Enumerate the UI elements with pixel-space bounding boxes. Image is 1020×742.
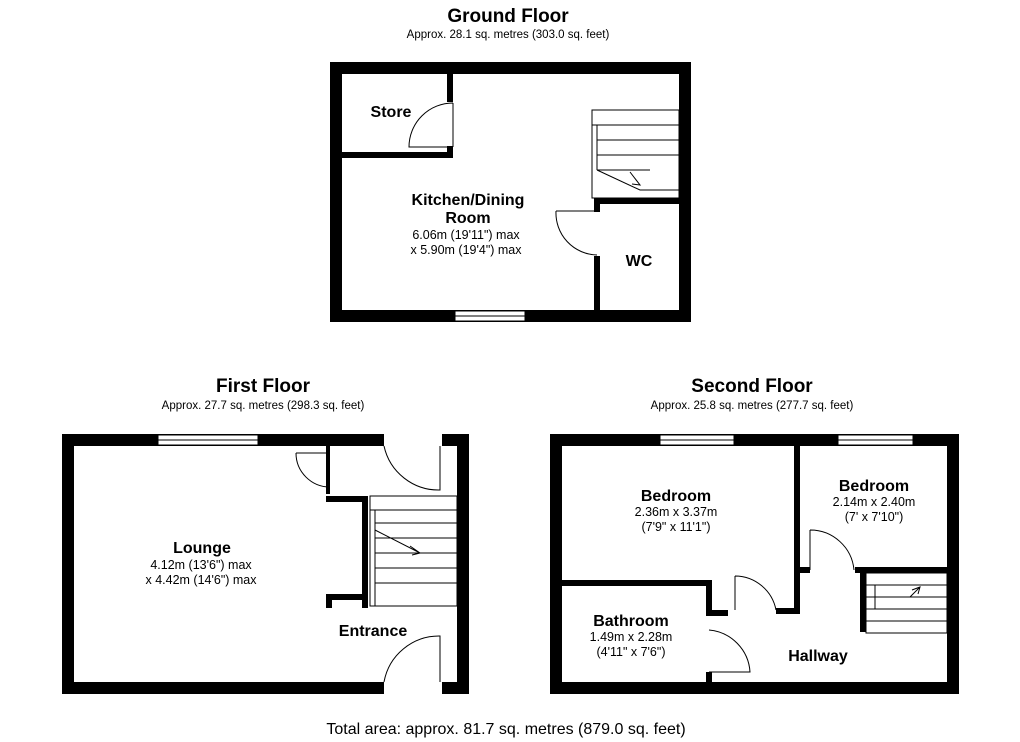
wall	[326, 594, 332, 608]
room-dimension: 6.06m (19'11") max	[412, 228, 520, 242]
room-label-lounge: Lounge	[173, 540, 231, 557]
wall	[794, 446, 800, 614]
wall	[855, 567, 947, 573]
door	[409, 103, 453, 147]
wall	[947, 434, 959, 694]
wall	[326, 594, 368, 600]
room-dimension: 2.36m x 3.37m	[634, 505, 718, 519]
door	[384, 636, 440, 682]
wall	[550, 682, 959, 694]
room-label-store: Store	[370, 104, 412, 121]
wall	[62, 682, 384, 694]
wall	[594, 256, 600, 310]
wall	[562, 580, 712, 586]
door	[709, 630, 750, 672]
room-label-hallway: Hallway	[788, 648, 848, 665]
room-label-bathroom: Bathroom	[593, 613, 669, 630]
wall	[362, 496, 368, 608]
room-label-entrance: Entrance	[338, 623, 408, 640]
wall	[326, 496, 368, 502]
door	[384, 446, 440, 490]
wall	[776, 608, 800, 614]
second-floor-area: Approx. 25.8 sq. metres (277.7 sq. feet)	[650, 400, 854, 412]
ground-floor	[330, 6, 691, 322]
room-dimension: 4.12m (13'6") max	[150, 558, 252, 572]
room-dimension: (4'11" x 7'6")	[596, 645, 666, 659]
wall	[62, 434, 74, 694]
room-label-kitchen-line2: Room	[445, 210, 491, 227]
wall	[550, 434, 562, 694]
wall	[457, 434, 469, 694]
wall	[706, 672, 712, 682]
total-area: Total area: approx. 81.7 sq. metres (879.0 sq. feet)	[326, 721, 686, 738]
staircase	[370, 496, 457, 606]
room-label-bedroom-1: Bedroom	[640, 488, 712, 505]
room-dimension: 1.49m x 2.28m	[589, 630, 673, 644]
room-dimension: (7'9" x 11'1")	[641, 520, 711, 534]
staircase	[592, 110, 679, 198]
room-dimension: x 4.42m (14'6") max	[145, 573, 257, 587]
wall	[447, 146, 453, 158]
wall	[330, 62, 342, 322]
room-dimension: (7' x 7'10")	[844, 510, 904, 524]
wall	[442, 682, 469, 694]
wall	[679, 62, 691, 322]
room-label-bedroom-2: Bedroom	[838, 478, 910, 495]
door	[296, 453, 330, 487]
wall	[330, 62, 691, 74]
door	[810, 530, 854, 570]
first-floor-title: First Floor	[216, 376, 310, 397]
first-floor-area: Approx. 27.7 sq. metres (298.3 sq. feet)	[161, 400, 365, 412]
door	[735, 576, 776, 610]
door	[556, 211, 597, 255]
first-floor	[62, 376, 469, 694]
second-floor-title: Second Floor	[691, 376, 813, 397]
second-floor	[550, 376, 959, 694]
wall	[706, 610, 728, 616]
wall	[594, 198, 600, 212]
wall	[594, 198, 679, 204]
ground-floor-area: Approx. 28.1 sq. metres (303.0 sq. feet)	[406, 29, 610, 41]
wall	[447, 74, 453, 102]
room-dimension: 2.14m x 2.40m	[832, 495, 916, 509]
wall	[800, 567, 810, 573]
ground-floor-title: Ground Floor	[447, 6, 569, 27]
room-label-kitchen: Kitchen/Dining	[411, 192, 525, 209]
wall	[342, 152, 453, 158]
room-dimension: x 5.90m (19'4") max	[410, 243, 522, 257]
room-label-wc: WC	[625, 253, 653, 270]
staircase	[866, 573, 947, 633]
wall	[860, 567, 866, 632]
